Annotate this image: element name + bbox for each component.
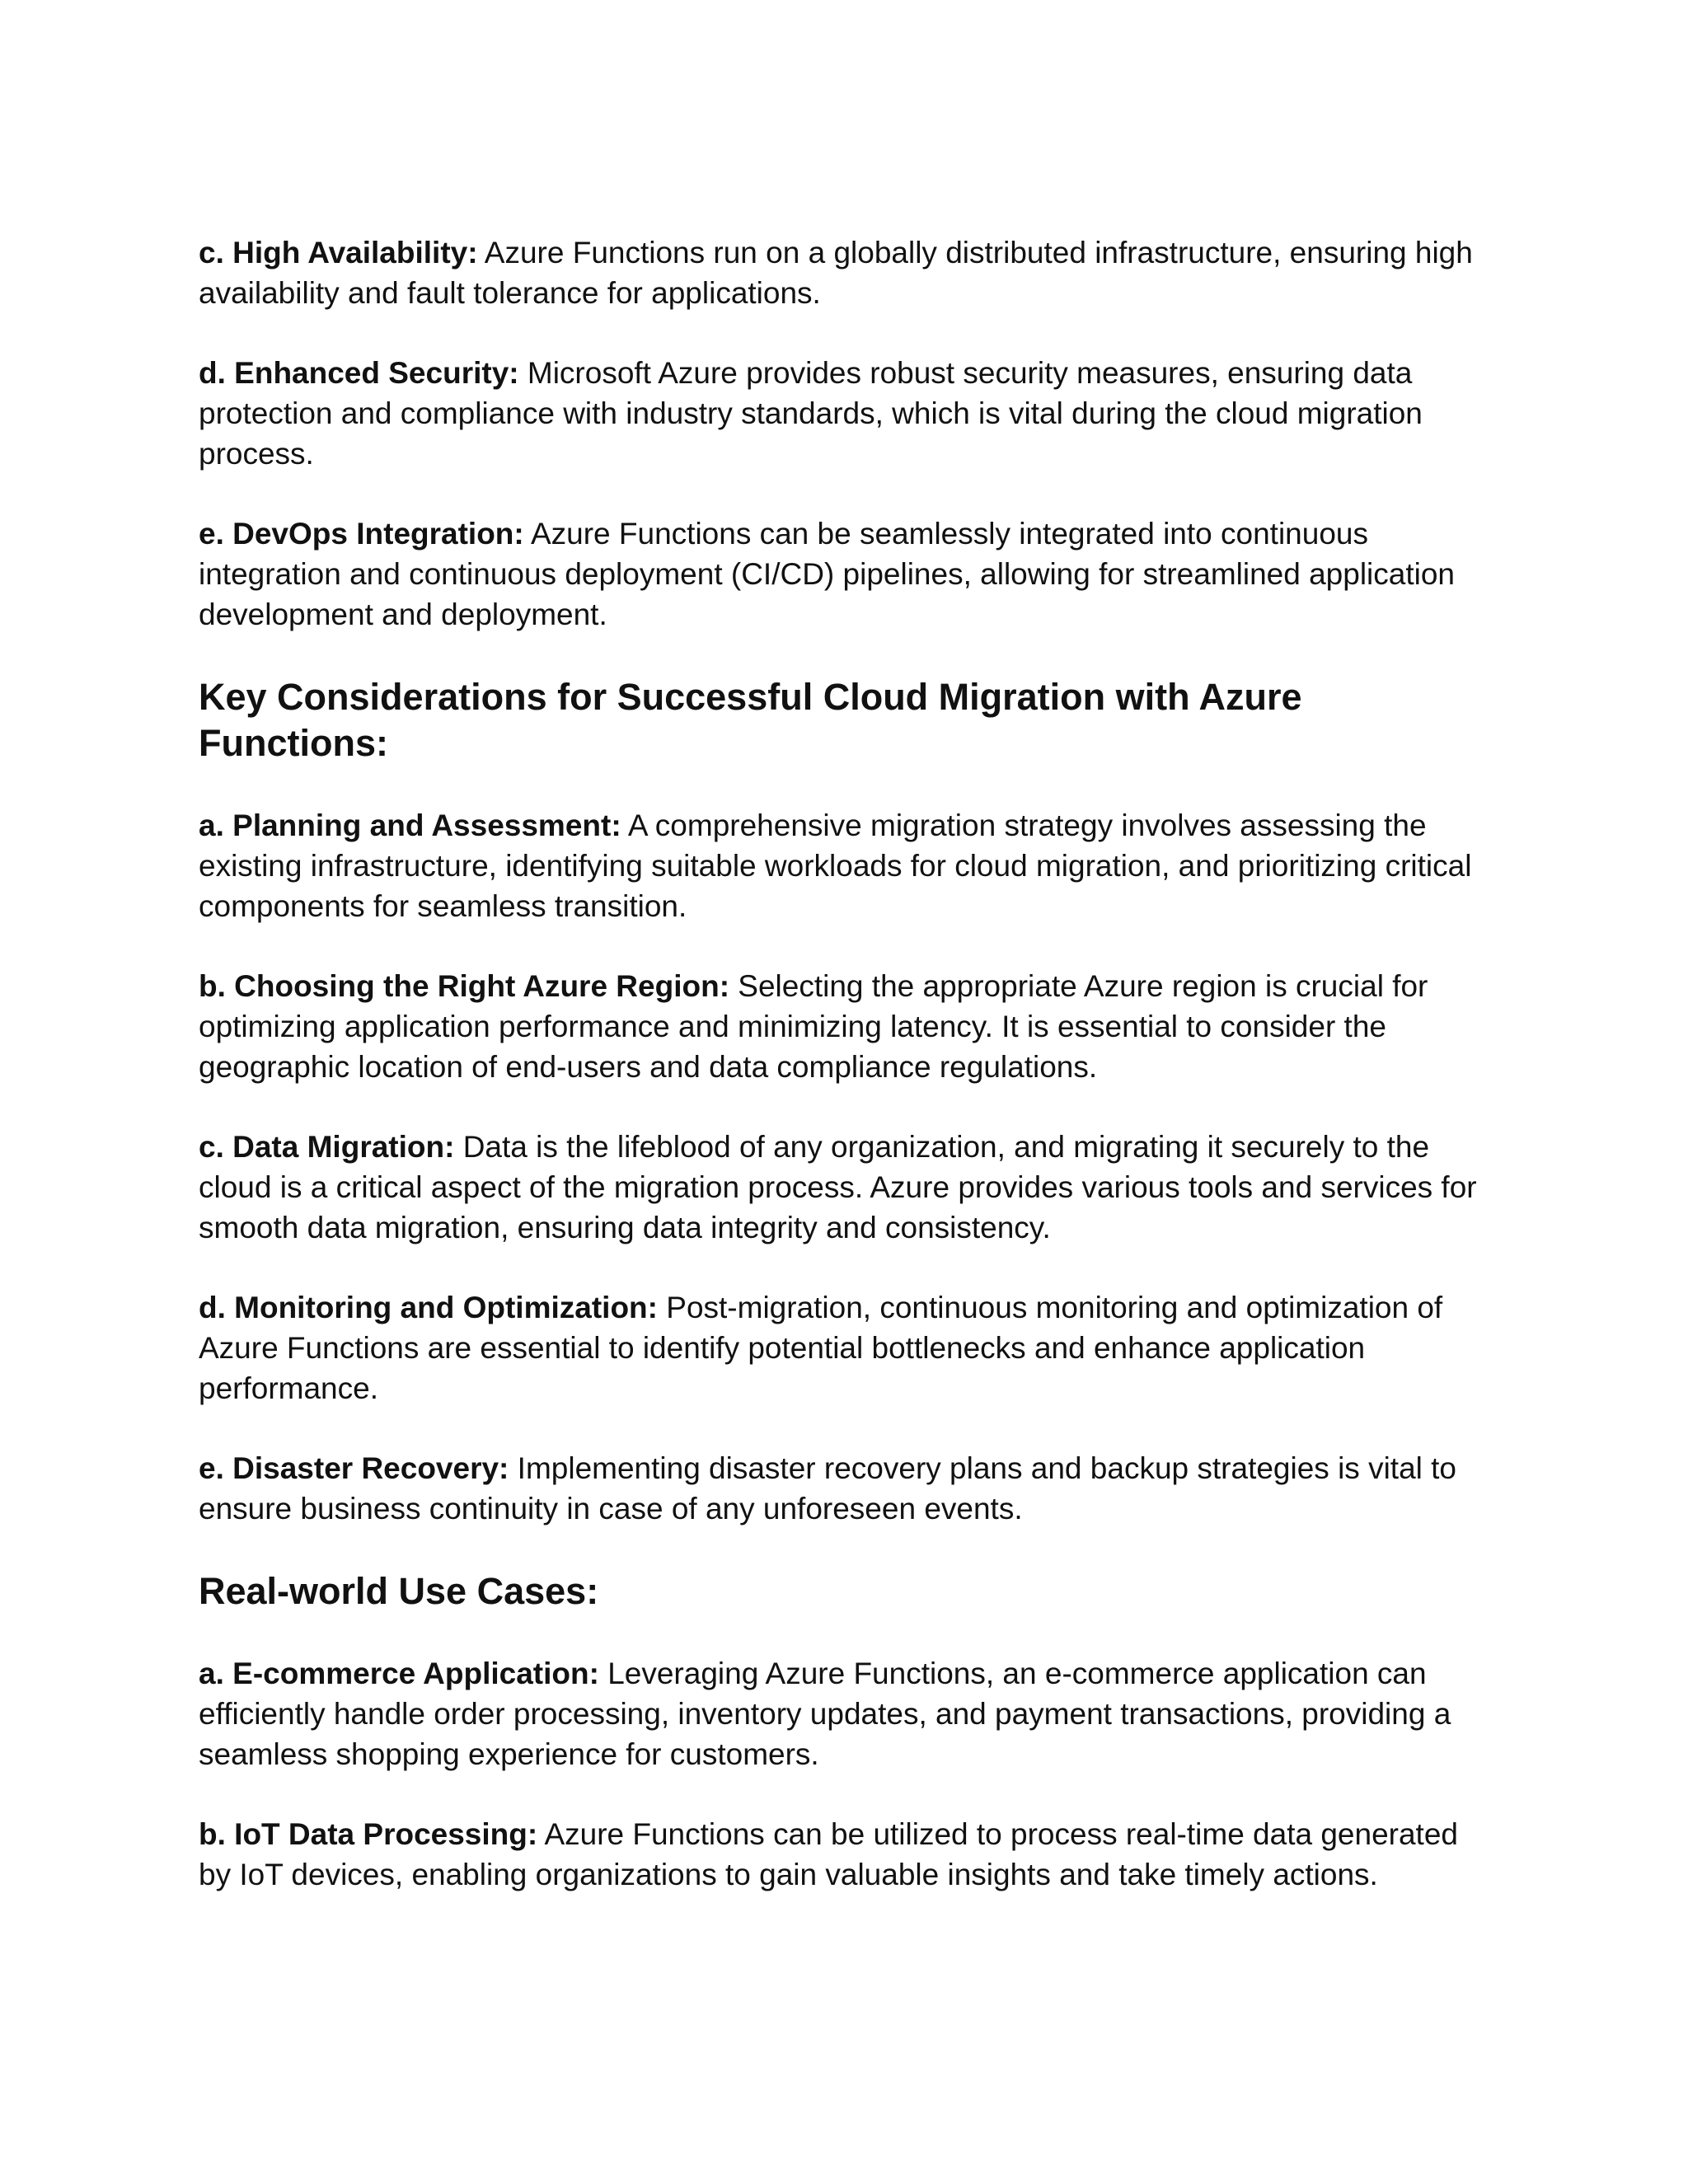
text-disaster-recovery: Implementing disaster recovery plans and backup strategies is vital to ensure business continuity in case of any unforeseen events.	[199, 1451, 1457, 1526]
paragraph-iot-data-processing	[199, 1814, 1484, 1895]
paragraph-devops-integration	[199, 513, 1484, 635]
text-devops-integration: Azure Functions can be seamlessly integrated into continuous integration and continuous deployment (CI/CD) pipelines, allowing for streamlined application development and deployment.	[199, 517, 1456, 631]
text-ecommerce-application: Leveraging Azure Functions, an e-commerce application can efficiently handle order processing, inventory updates, and payment transactions, providing a seamless shopping experience for customers.	[199, 1657, 1451, 1771]
term-data-migration: c. Data Migration:	[199, 1130, 455, 1164]
term-devops-integration: e. DevOps Integration:	[199, 517, 524, 551]
text-planning-assessment: A comprehensive migration strategy involves assessing the existing infrastructure, identifying suitable workloads for cloud migration, and prioritizing critical components for seamless transition.	[199, 808, 1472, 923]
term-iot-data-processing: b. IoT Data Processing:	[199, 1817, 538, 1851]
term-monitoring-optimization: d. Monitoring and Optimization:	[199, 1291, 658, 1324]
paragraph-monitoring-optimization	[199, 1287, 1484, 1408]
text-iot-data-processing: Azure Functions can be utilized to process real-time data generated by IoT devices, enabling organizations to gain valuable insights and take timely actions.	[199, 1817, 1458, 1891]
paragraph-planning-assessment	[199, 805, 1484, 926]
document-body	[199, 232, 1484, 1934]
term-high-availability: c. High Availability:	[199, 236, 478, 269]
term-disaster-recovery: e. Disaster Recovery:	[199, 1451, 509, 1485]
text-data-migration: Data is the lifeblood of any organization, and migrating it securely to the cloud is a critical aspect of the migration process. Azure provides various tools and services for smooth data migration, ensuring data integrity and consistency.	[199, 1130, 1477, 1244]
heading-real-world-use-cases: Real-world Use Cases:	[199, 1570, 599, 1612]
paragraph-data-migration	[199, 1127, 1484, 1248]
term-planning-assessment: a. Planning and Assessment:	[199, 808, 621, 842]
text-azure-region: Selecting the appropriate Azure region is crucial for optimizing application performance and minimizing latency. It is essential to consider the geographic location of end-users and data compliance regulations.	[199, 969, 1428, 1084]
term-azure-region: b. Choosing the Right Azure Region:	[199, 969, 730, 1003]
paragraph-azure-region	[199, 966, 1484, 1087]
paragraph-high-availability	[199, 232, 1484, 313]
term-ecommerce-application: a. E-commerce Application:	[199, 1657, 599, 1690]
text-monitoring-optimization: Post-migration, continuous monitoring and optimization of Azure Functions are essential to identify potential bottlenecks and enhance application performance.	[199, 1291, 1443, 1405]
text-enhanced-security: Microsoft Azure provides robust security measures, ensuring data protection and compliance with industry standards, which is vital during the cloud migration process.	[199, 356, 1423, 471]
text-high-availability: Azure Functions run on a globally distributed infrastructure, ensuring high availability and fault tolerance for applications.	[199, 236, 1473, 310]
heading-key-considerations: Key Considerations for Successful Cloud Migration with Azure Functions:	[199, 676, 1302, 764]
paragraph-disaster-recovery	[199, 1448, 1484, 1529]
term-enhanced-security: d. Enhanced Security:	[199, 356, 519, 390]
paragraph-ecommerce-application	[199, 1653, 1484, 1774]
paragraph-enhanced-security	[199, 353, 1484, 474]
